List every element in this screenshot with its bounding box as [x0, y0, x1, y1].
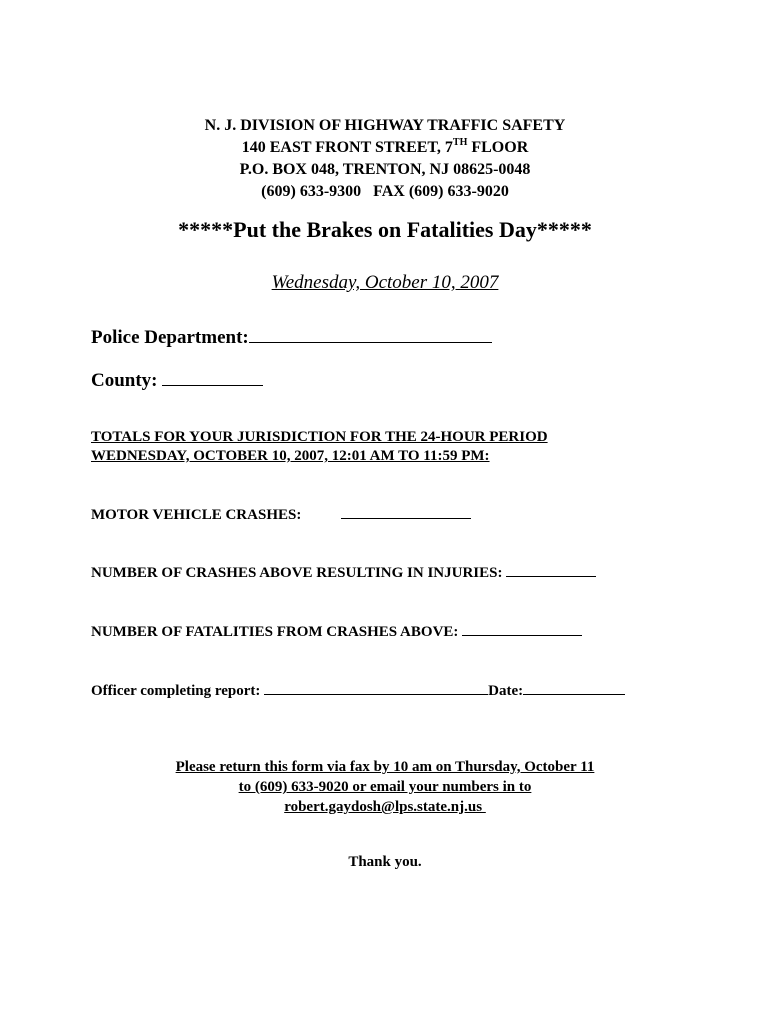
- fatalities-blank[interactable]: [462, 635, 582, 636]
- event-date: Wednesday, October 10, 2007: [271, 272, 499, 293]
- officer-label: Officer completing report:: [91, 683, 261, 699]
- floor-ordinal-suffix: TH: [452, 136, 468, 148]
- injury-crashes-label: NUMBER OF CRASHES ABOVE RESULTING IN INJURIES:: [91, 565, 503, 581]
- totals-heading: [91, 428, 548, 466]
- return-instructions-line2: to (609) 633-9020 or email your numbers in to: [238, 779, 532, 795]
- county-field: [91, 370, 263, 392]
- county-blank[interactable]: [162, 385, 263, 386]
- closing-thanks: Thank you.: [348, 854, 422, 870]
- agency-name: N. J. DIVISION OF HIGHWAY TRAFFIC SAFETY: [204, 117, 566, 134]
- injury-crashes-blank[interactable]: [506, 576, 596, 577]
- injury-crashes-field: [91, 565, 596, 582]
- fatalities-field: [91, 624, 582, 641]
- police-department-blank[interactable]: [249, 342, 492, 343]
- phone-fax: (609) 633-9300 FAX (609) 633-9020: [261, 183, 509, 200]
- letterhead: [0, 115, 770, 203]
- totals-heading-line1: TOTALS FOR YOUR JURISDICTION FOR THE 24-HOUR PERIOD: [91, 429, 548, 445]
- return-instructions: [0, 757, 770, 817]
- form-title: *****Put the Brakes on Fatalities Day*****: [178, 217, 592, 242]
- officer-blank[interactable]: [264, 694, 488, 695]
- totals-heading-line2: WEDNESDAY, OCTOBER 10, 2007, 12:01 AM TO 11:59 PM:: [91, 448, 490, 464]
- motor-vehicle-crashes-label: MOTOR VEHICLE CRASHES:: [91, 507, 302, 523]
- motor-vehicle-crashes-field: [91, 507, 471, 524]
- return-email-link[interactable]: robert.gaydosh@lps.state.nj.us: [284, 799, 486, 815]
- street-address: [0, 137, 770, 159]
- police-department-label: Police Department:: [91, 327, 249, 348]
- street-address-floor: FLOOR: [467, 139, 529, 156]
- officer-field: [91, 683, 625, 700]
- police-department-field: [91, 327, 492, 349]
- street-address-main: 140 EAST FRONT STREET, 7: [241, 139, 453, 156]
- county-label: County:: [91, 370, 158, 391]
- motor-vehicle-crashes-blank[interactable]: [341, 518, 471, 519]
- report-date-label: Date:: [488, 683, 524, 699]
- report-date-blank[interactable]: [523, 694, 625, 695]
- return-instructions-line1: Please return this form via fax by 10 am on Thursday, October 11: [175, 759, 595, 775]
- fatalities-label: NUMBER OF FATALITIES FROM CRASHES ABOVE:: [91, 624, 459, 640]
- po-box-address: P.O. BOX 048, TRENTON, NJ 08625-0048: [239, 161, 531, 178]
